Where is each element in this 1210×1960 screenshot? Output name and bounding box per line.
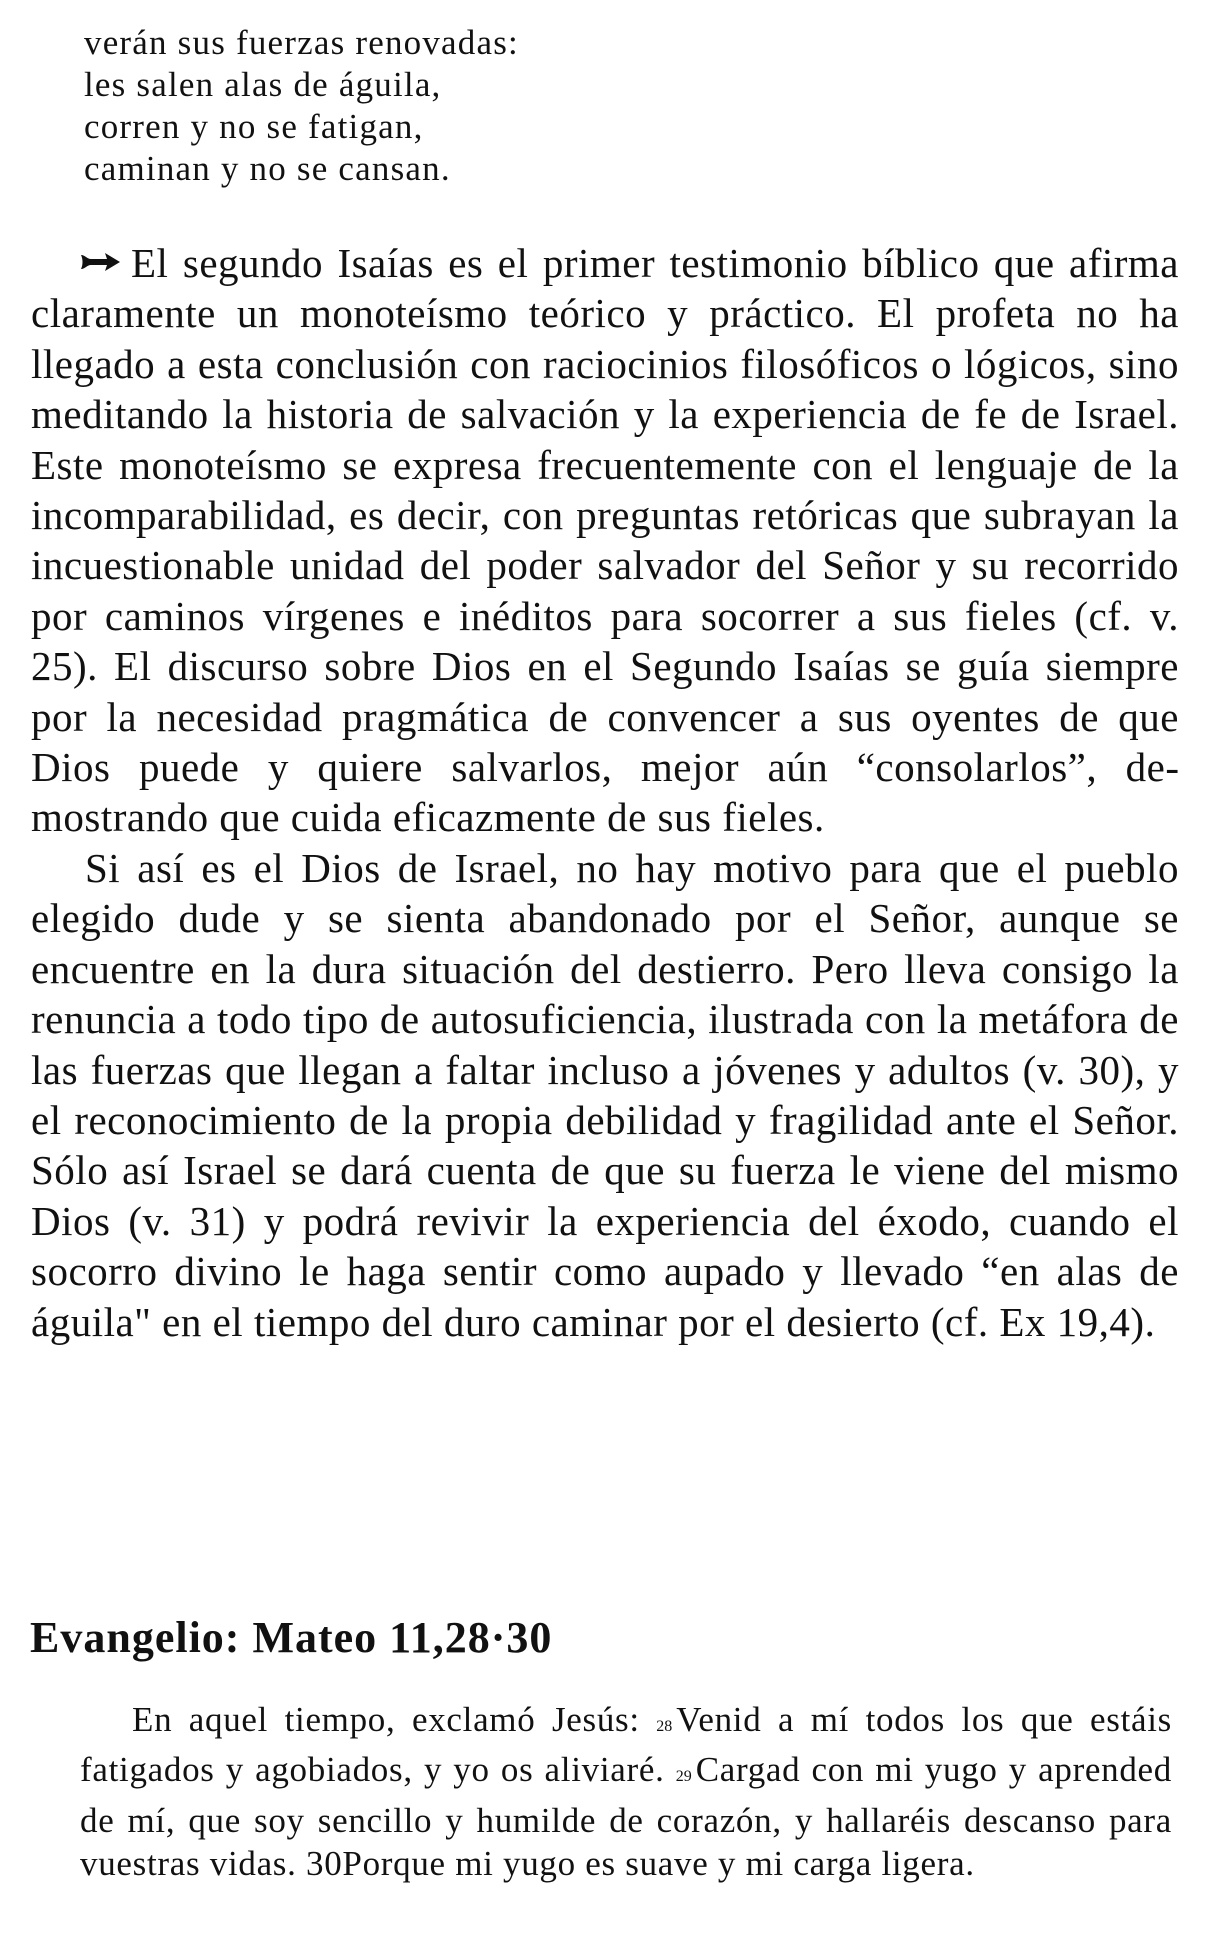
verse-28-text: Venid a mí todos los que estáis fatigados y agobiados, y yo os aliviaré. — [80, 1700, 1172, 1790]
poem-line: verán sus fuerzas renovadas: — [84, 23, 519, 62]
right-arrow-icon — [79, 251, 121, 273]
gospel-heading: Evangelio: Mateo 11,28·30 — [30, 1613, 553, 1662]
verse-number-28: 28 — [656, 1718, 673, 1735]
verse-30-text: 30Porque mi yugo es suave y mi carga ligera. — [306, 1843, 975, 1883]
verse-number-29: 29 — [675, 1768, 692, 1786]
poem-block — [84, 22, 784, 190]
commentary-paragraph-2: Si así es el Dios de Israel, no hay motivo para que el pueblo elegido dude y se sienta abandonado por el Señor, aunque se encuentre en la dura situación del destierro. Pero lleva consigo la renuncia a todo tipo de autosuficiencia, ilustrada con la metáfora de las fuerzas que llegan a faltar incluso a jóvenes y adultos (v. 30), y el reconocimiento de la propia debilidad y fragilidad ante el Señor. Sólo así Israel se dará cuenta de que su fuerza le viene del mismo Dios (v. 31) y podrá revivir la experiencia del éxodo, cuando el socorro divino le haga sentir como aupado y llevado “en alas de águila" en el tiempo del duro caminar por el desierto (cf. Ex 19,4). — [31, 844, 1179, 1345]
commentary-paragraph-1-text: El segundo Isaías es el primer testimonio bíblico que afirma claramente un monoteísmo teórico y práctico. El profeta no ha llegado a esta conclusión con raciocinios filosóficos o lógicos, sino meditando la historia de salvación y la experiencia de fe de Israel. Este monoteísmo se expresa frecuentemente con el lenguaje de la incomparabilidad, es decir, con preguntas retóricas que subrayan la incuestionable unidad del poder salvador del Señor y su recorrido por caminos vírgenes e inéditos para socorrer a sus fieles (cf. v. 25). El discurso sobre Dios en el Segundo Isaías se guía siempre por la necesidad pragmática de convencer a sus oyentes de que Dios puede y quiere salvarlos, mejor aún “consolarlos”, demostrando que cuida eficazmente de sus fieles. — [31, 240, 1179, 841]
commentary-paragraph-1 — [31, 238, 1179, 843]
gospel-text — [80, 1698, 1172, 1885]
poem-line: les salen alas de águila, — [84, 65, 442, 104]
poem-line: corren y no se fatigan, — [84, 107, 424, 146]
commentary-section — [31, 238, 1179, 1347]
poem-line: caminan y no se cansan. — [84, 149, 451, 188]
gospel-intro: En aquel tiempo, exclamó Jesús: — [132, 1700, 657, 1739]
verse-29-text: Cargad con mi yugo y aprended de mí, que soy sencillo y humilde de corazón, y hallaréis descanso para vuestras vidas. — [80, 1750, 1172, 1883]
